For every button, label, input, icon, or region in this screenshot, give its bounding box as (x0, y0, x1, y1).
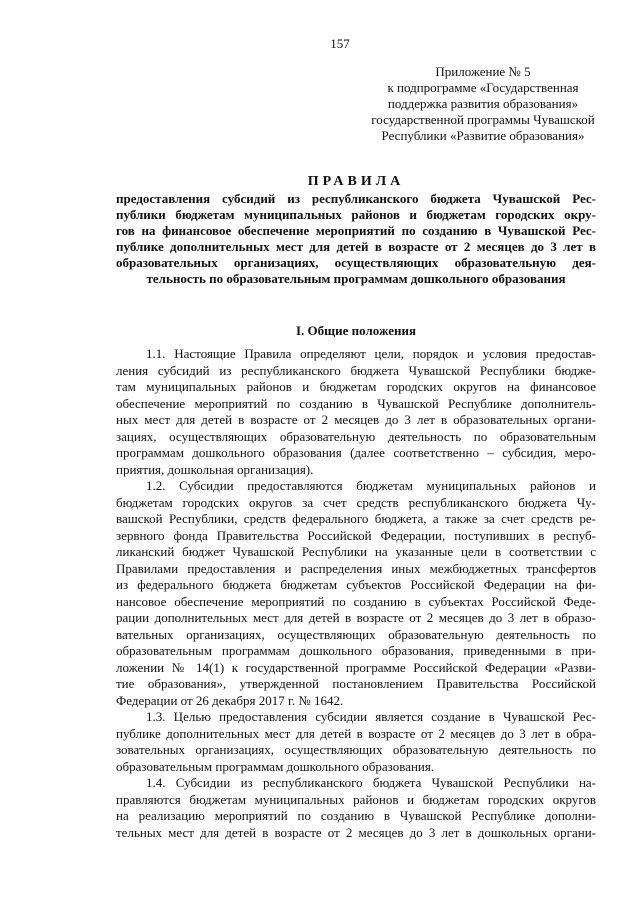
paragraph-line: бюджетам городских округов за счет средств республиканского бюджета Чу- (116, 494, 596, 510)
paragraph (116, 709, 596, 775)
appendix-line: государственной программы Чувашской (371, 112, 595, 127)
paragraph (116, 478, 596, 709)
paragraph-line: 1.4. Субсидии из республиканского бюджета Чувашской Республики на- (146, 775, 596, 790)
paragraph-line: правляются бюджетам муниципальных районов и бюджетам городских округов (116, 791, 596, 807)
paragraph-line: зервного фонда Правительства Российской Федерации, поступивших в респуб- (116, 527, 596, 543)
subtitle-line: предоставления субсидий из республиканского бюджета Чувашской Рес- (116, 191, 596, 206)
subtitle-line: публики бюджетам муниципальных районов и бюджетам городских окру- (116, 207, 596, 222)
paragraph-line: ликанский бюджет Чувашской Республики на указанные цели в соответствии с (116, 544, 596, 559)
paragraph-line: ных мест для детей в возрасте от 2 месяцев до 3 лет в образовательных органи- (116, 412, 596, 427)
paragraph-line: 1.1. Настоящие Правила определяют цели, порядок и условия предостав- (146, 346, 596, 361)
appendix-line: к подпрограмме «Государственная (387, 80, 579, 95)
paragraph-line: вательных организациях, осуществляющих образовательную деятельность по (116, 626, 596, 642)
paragraph-line: ления субсидий из республиканского бюджета Чувашской Республики бюдже- (116, 362, 596, 378)
subtitle-line: публике дополнительных мест для детей в возрасте от 2 месяцев до 3 лет в (116, 239, 596, 254)
paragraph-line: образовательным программам дошкольного образования, приведенными в при- (116, 643, 596, 658)
paragraph (116, 775, 596, 841)
subtitle-line: гов на финансовое обеспечение мероприятий по созданию в Чувашской Рес- (116, 223, 596, 238)
paragraph-line: зовательных организациях, осуществляющих образовательную деятельность по (116, 742, 596, 757)
paragraph (116, 346, 596, 478)
appendix-line: Приложение № 5 (435, 64, 531, 79)
paragraph-line: там муниципальных районов и бюджетам городских округов на финансовое (116, 379, 596, 394)
paragraph-line: зациях, осуществляющих образовательную деятельность по образовательным (116, 428, 596, 444)
page-number: 157 (330, 36, 350, 51)
paragraph-line: рации дополнительных мест для детей в возрасте от 2 месяцев до 3 лет в образо- (116, 610, 596, 625)
paragraph-line: ложении № 14(1) к государственной программе Российской Федерации «Разви- (116, 659, 596, 675)
appendix-line: поддержка развития образования» (387, 96, 579, 111)
appendix-line: Республики «Развитие образования» (381, 128, 585, 143)
paragraph-line: вашской Республики, средств федерального бюджета, а также за счет средств ре- (116, 511, 596, 526)
paragraph-line: Правилами предоставления и распределения иных межбюджетных трансфертов (116, 560, 596, 576)
paragraph-line: обеспечение мероприятий по созданию в Чувашской Республике дополнитель- (116, 395, 596, 411)
document-title: ПРАВИЛА (307, 174, 405, 189)
paragraph-line: Федерации от 26 декабря 2017 г. № 1642. (116, 692, 344, 708)
paragraph-line: нансовое обеспечение мероприятий по созданию в субъектах Российской Феде- (116, 593, 596, 609)
paragraph-line: 1.3. Целью предоставления субсидии является создание в Чувашской Рес- (146, 709, 596, 724)
paragraph-line: тие образования», утвержденной постановлением Правительства Российской (116, 676, 596, 691)
paragraph-line: 1.2. Субсидии предоставляются бюджетам муниципальных районов и (146, 478, 596, 493)
paragraph-line: из федерального бюджета бюджетам субъектов Российской Федерации на фи- (116, 577, 596, 592)
subtitle-line: тельность по образовательным программам дошкольного образования (146, 271, 566, 286)
paragraph-line: образовательным программам дошкольного образования. (116, 758, 435, 774)
subtitle-line: образовательных организациях, осуществляющих образовательную дея- (116, 255, 596, 270)
document-subtitle (116, 191, 596, 287)
section-heading: I. Общие положения (296, 323, 416, 338)
paragraph-line: публике дополнительных мест для детей в возрасте от 2 месяцев до 3 лет в обра- (116, 725, 596, 741)
paragraph-line: тельных мест для детей в возрасте от 2 месяцев до 3 лет в дошкольных органи- (116, 824, 596, 840)
paragraph-line: приятия, дошкольная организация). (116, 461, 314, 477)
appendix-block (340, 64, 626, 144)
paragraph-line: программам дошкольного образования (далее соответственно – субсидия, меро- (116, 445, 596, 460)
paragraph-line: на реализацию мероприятий по созданию в Чувашской Республике дополни- (116, 808, 596, 823)
body-text (116, 346, 596, 841)
